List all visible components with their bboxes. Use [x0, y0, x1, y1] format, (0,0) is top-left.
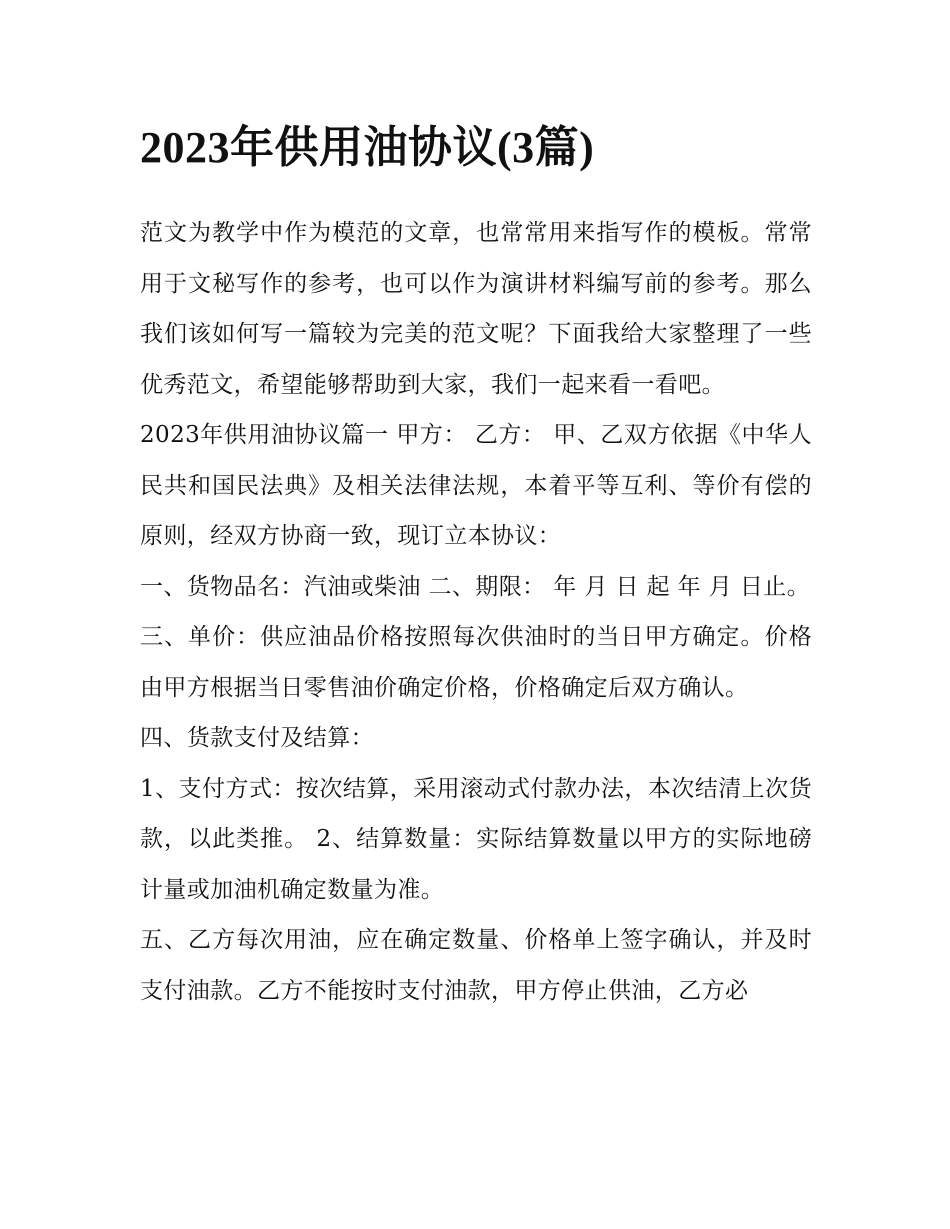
paragraph-agreement-opening: 2023年供用油协议篇一 甲方： 乙方： 甲、乙双方依据《中华人民共和国民法典》及相关法律法规，本着平等互利、等价有偿的原则，经双方协商一致，现订立本协议： — [140, 422, 812, 549]
paragraph-clause-4-heading: 四、货款支付及结算： — [140, 725, 374, 751]
paragraph-clause-5: 五、乙方每次用油，应在确定数量、价格单上签字确认，并及时支付油款。乙方不能按时支付油款，甲方停止供油，乙方必 — [140, 927, 812, 1004]
paragraph-clause-3: 三、单价：供应油品价格按照每次供油时的当日甲方确定。价格由甲方根据当日零售油价确定价格，价格确定后双方确认。 — [140, 624, 812, 701]
document-page — [140, 118, 812, 1016]
paragraph-clause-4-details: 1、支付方式：按次结算，采用滚动式付款办法，本次结清上次货款，以此类推。 2、结算数量：实际结算数量以甲方的实际地磅计量或加油机确定数量为准。 — [140, 775, 812, 903]
paragraph-intro: 范文为教学中作为模范的文章，也常常用来指写作的模板。常常用于文秘写作的参考，也可以作为演讲材料编写前的参考。那么我们该如何写一篇较为完美的范文呢？下面我给大家整理了一些优秀范文，希望能够帮助到大家，我们一起来看一看吧。 — [140, 220, 812, 398]
document-title: 2023年供用油协议(3篇) — [140, 123, 595, 172]
paragraph-clause-1-2: 一、货物品名：汽油或柴油 二、期限： 年 月 日 起 年 月 日止。 — [140, 573, 811, 600]
